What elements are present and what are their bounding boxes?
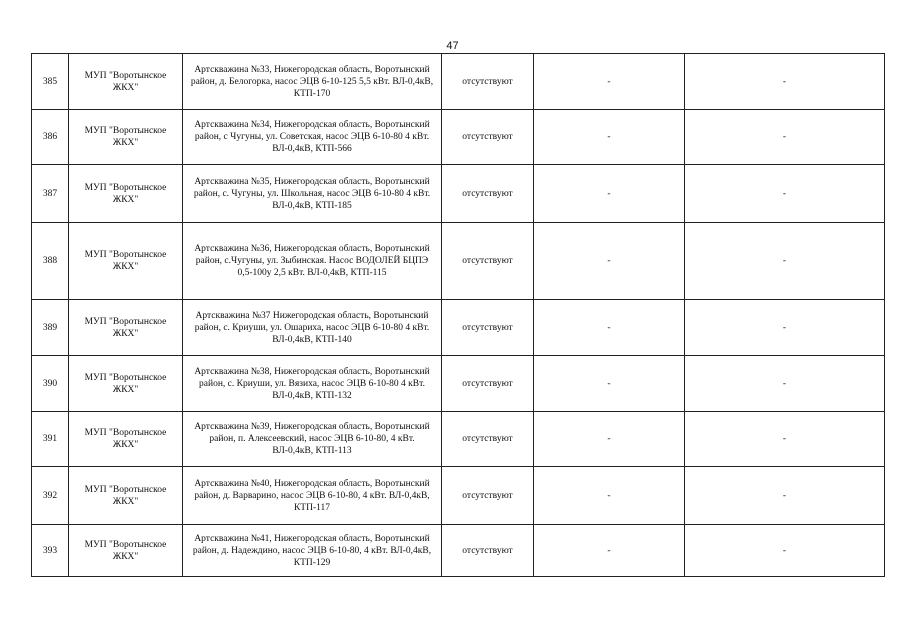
row-number: 385: [32, 54, 69, 110]
table-row: [32, 412, 885, 467]
organization-cell: МУП "Воротынское ЖКХ": [69, 54, 183, 110]
table-row: [32, 467, 885, 525]
status-cell: отсутствуют: [442, 412, 534, 467]
dash-cell: -: [534, 467, 685, 525]
description-cell: Артскважина №36, Нижегородская область, Воротынский район, с.Чугуны, ул. Зыбинская. Насос ВОДОЛЕЙ БЦПЭ 0,5-100у 2,5 кВт. ВЛ-0,4кВ, КТП-115: [183, 223, 442, 300]
dash-cell: -: [534, 412, 685, 467]
page-number: 47: [446, 40, 459, 52]
organization-cell: МУП "Воротынское ЖКХ": [69, 300, 183, 356]
dash-cell: -: [534, 223, 685, 300]
status-cell: отсутствуют: [442, 110, 534, 165]
dash-cell: -: [685, 300, 885, 356]
status-cell: отсутствуют: [442, 467, 534, 525]
status-cell: отсутствуют: [442, 525, 534, 577]
table-row: [32, 525, 885, 577]
description-cell: Артскважина №37 Нижегородская область, Воротынский район, с. Криуши, ул. Ошариха, насос ЭЦВ 6-10-80 4 кВт. ВЛ-0,4кВ, КТП-140: [183, 300, 442, 356]
row-number: 387: [32, 165, 69, 223]
registry-table: [31, 53, 885, 577]
dash-cell: -: [685, 110, 885, 165]
description-cell: Артскважина №34, Нижегородская область, Воротынский район, с Чугуны, ул. Советская, насос ЭЦВ 6-10-80 4 кВт. ВЛ-0,4кВ, КТП-566: [183, 110, 442, 165]
dash-cell: -: [685, 412, 885, 467]
description-cell: Артскважина №41, Нижегородская область, Воротынский район, д. Надеждино, насос ЭЦВ 6-10-80, 4 кВт. ВЛ-0,4кВ, КТП-129: [183, 525, 442, 577]
description-cell: Артскважина №40, Нижегородская область, Воротынский район, д. Варварино, насос ЭЦВ 6-10-80, 4 кВт. ВЛ-0,4кВ, КТП-117: [183, 467, 442, 525]
table-row: [32, 223, 885, 300]
row-number: 389: [32, 300, 69, 356]
row-number: 391: [32, 412, 69, 467]
row-number: 388: [32, 223, 69, 300]
dash-cell: -: [685, 467, 885, 525]
dash-cell: -: [534, 165, 685, 223]
dash-cell: -: [685, 54, 885, 110]
organization-cell: МУП "Воротынское ЖКХ": [69, 110, 183, 165]
dash-cell: -: [534, 54, 685, 110]
organization-cell: МУП "Воротынское ЖКХ": [69, 525, 183, 577]
organization-cell: МУП "Воротынское ЖКХ": [69, 412, 183, 467]
dash-cell: -: [534, 300, 685, 356]
organization-cell: МУП "Воротынское ЖКХ": [69, 356, 183, 412]
description-cell: Артскважина №39, Нижегородская область, Воротынский район, п. Алексеевский, насос ЭЦВ 6-10-80, 4 кВт. ВЛ-0,4кВ, КТП-113: [183, 412, 442, 467]
dash-cell: -: [534, 525, 685, 577]
table-row: [32, 110, 885, 165]
dash-cell: -: [685, 223, 885, 300]
dash-cell: -: [685, 525, 885, 577]
dash-cell: -: [685, 165, 885, 223]
dash-cell: -: [534, 110, 685, 165]
row-number: 386: [32, 110, 69, 165]
description-cell: Артскважина №38, Нижегородская область, Воротынский район, с. Криуши, ул. Вязиха, насос ЭЦВ 6-10-80 4 кВт. ВЛ-0,4кВ, КТП-132: [183, 356, 442, 412]
table-row: [32, 300, 885, 356]
row-number: 390: [32, 356, 69, 412]
organization-cell: МУП "Воротынское ЖКХ": [69, 467, 183, 525]
row-number: 393: [32, 525, 69, 577]
table-row: [32, 54, 885, 110]
status-cell: отсутствуют: [442, 356, 534, 412]
organization-cell: МУП "Воротынское ЖКХ": [69, 165, 183, 223]
status-cell: отсутствуют: [442, 54, 534, 110]
dash-cell: -: [685, 356, 885, 412]
description-cell: Артскважина №35, Нижегородская область, Воротынский район, с. Чугуны, ул. Школьная, насос ЭЦВ 6-10-80 4 кВт. ВЛ-0,4кВ, КТП-185: [183, 165, 442, 223]
status-cell: отсутствуют: [442, 223, 534, 300]
dash-cell: -: [534, 356, 685, 412]
row-number: 392: [32, 467, 69, 525]
status-cell: отсутствуют: [442, 165, 534, 223]
description-cell: Артскважина №33, Нижегородская область, Воротынский район, д. Белогорка, насос ЭЦВ 6-10-125 5,5 кВт. ВЛ-0,4кВ, КТП-170: [183, 54, 442, 110]
table-row: [32, 165, 885, 223]
status-cell: отсутствуют: [442, 300, 534, 356]
organization-cell: МУП "Воротынское ЖКХ": [69, 223, 183, 300]
table-row: [32, 356, 885, 412]
